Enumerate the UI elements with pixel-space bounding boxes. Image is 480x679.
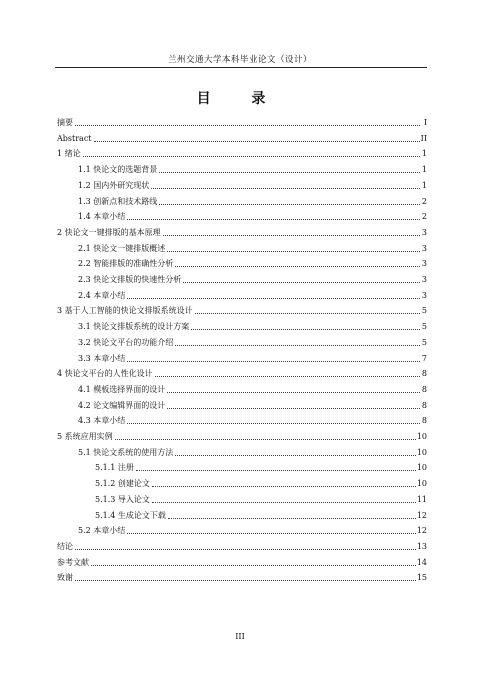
dot-leader: [155, 376, 420, 377]
toc-entry[interactable]: [57, 429, 427, 442]
toc-entry[interactable]: [57, 115, 427, 128]
dot-leader: [159, 204, 420, 205]
dot-leader: [152, 502, 416, 503]
dot-leader: [195, 313, 420, 314]
toc-entry-page: 3: [421, 259, 427, 269]
toc-entry[interactable]: [57, 209, 427, 222]
toc-entry[interactable]: [57, 178, 427, 191]
toc-entry-page: I: [423, 118, 427, 127]
toc-entry-page: II: [420, 133, 427, 143]
toc-entry-page: 3: [421, 275, 427, 284]
toc-entry-page: 1: [421, 165, 427, 175]
toc-entry-page: 3: [421, 290, 427, 300]
dot-leader: [136, 470, 416, 471]
toc-entry-page: 3: [421, 243, 427, 253]
toc-entry-label: 1.1 快论文的选题背景: [78, 165, 158, 175]
dot-leader: [115, 439, 416, 440]
toc-entry[interactable]: [57, 508, 427, 521]
toc-entry[interactable]: [57, 241, 427, 254]
toc-entry-label: 结论: [57, 541, 73, 551]
toc-entry-page: 8: [421, 384, 427, 394]
toc-entry-page: 2: [421, 196, 427, 206]
dot-leader: [94, 141, 420, 142]
toc-entry-label: 摘要: [57, 118, 73, 127]
dot-leader: [151, 188, 420, 189]
page-header: 兰州交通大学本科毕业论文（设计）: [167, 55, 312, 65]
dot-leader: [163, 235, 420, 236]
dot-leader: [127, 423, 420, 424]
dot-leader: [168, 518, 416, 519]
toc-entry[interactable]: [57, 335, 427, 348]
toc-entry[interactable]: [57, 398, 427, 411]
toc-entry-page: 10: [416, 432, 427, 441]
toc-entry-page: 8: [421, 369, 427, 379]
toc-entry-label: 致谢: [57, 573, 73, 583]
toc-entry[interactable]: [57, 225, 427, 238]
toc-entry-page: 1: [421, 180, 427, 190]
toc-entry-label: 5 系统应用实例: [57, 432, 113, 441]
page-title: 目 录: [196, 91, 284, 107]
toc-entry[interactable]: [57, 146, 427, 159]
toc-entry[interactable]: [57, 413, 427, 426]
toc-entry-page: 2: [421, 212, 427, 222]
toc-entry-page: 3: [421, 227, 427, 237]
toc-entry-page: 13: [416, 541, 427, 551]
dot-leader: [175, 455, 416, 456]
dot-leader: [175, 345, 420, 346]
toc-entry-label: 4.1 模板选择界面的设计: [78, 384, 166, 394]
toc-entry-label: 1.4 本章小结: [78, 212, 126, 222]
dot-leader: [175, 266, 420, 267]
toc-entry-page: 7: [421, 353, 427, 363]
toc-entry-label: 1.3 创新点和技术路线: [78, 196, 158, 206]
toc-entry-label: 3.1 快论文排版系统的设计方案: [78, 322, 190, 332]
toc-entry-label: 5.1 快论文系统的使用方法: [78, 447, 174, 457]
dot-leader: [127, 219, 420, 220]
dot-leader: [167, 392, 420, 393]
dot-leader: [152, 486, 416, 487]
toc-entry-label: 5.1.2 创建论文: [95, 479, 150, 489]
dot-leader: [167, 251, 420, 252]
toc-entry-label: 3.3 本章小结: [78, 353, 126, 363]
toc-entry-label: 2 快论文一键排版的基本原理: [57, 227, 161, 237]
toc-entry[interactable]: [57, 382, 427, 395]
dot-leader: [75, 125, 420, 126]
toc-entry-label: 2.1 快论文一键排版概述: [78, 243, 166, 253]
toc-entry-page: 8: [421, 400, 427, 410]
toc-entry[interactable]: [57, 523, 427, 536]
toc-entry-label: 5.1.1 注册: [95, 463, 134, 473]
toc-entry-label: 2.4 本章小结: [78, 290, 126, 300]
dot-leader: [75, 549, 416, 550]
toc-entry-label: 4 快论文平台的人性化设计: [57, 369, 153, 379]
toc-entry-label: 1 绪论: [57, 149, 81, 159]
dot-leader: [127, 298, 420, 299]
dot-leader: [75, 580, 416, 581]
toc-entry-label: Abstract: [57, 133, 92, 143]
toc-entry[interactable]: [57, 319, 427, 332]
toc-entry[interactable]: [57, 366, 427, 379]
toc-entry-label: 3.2 快论文平台的功能介绍: [78, 337, 174, 347]
toc-entry[interactable]: [57, 460, 427, 473]
dot-leader: [167, 408, 420, 409]
toc-entry-page: 15: [416, 573, 427, 583]
toc-entry-page: 5: [421, 306, 427, 316]
toc-entry[interactable]: [57, 131, 427, 144]
toc-entry[interactable]: [57, 256, 427, 269]
toc-entry-label: 5.2 本章小结: [78, 526, 126, 536]
toc-entry[interactable]: [57, 351, 427, 364]
toc-entry-page: 5: [421, 337, 427, 347]
toc-entry-page: 1: [421, 149, 427, 159]
toc-entry-page: 14: [416, 557, 427, 567]
toc-entry[interactable]: [57, 272, 427, 285]
toc-entry[interactable]: [57, 288, 427, 301]
toc-entry-label: 3 基于人工智能的快论文排版系统设计: [57, 306, 193, 316]
toc-entry[interactable]: [57, 162, 427, 175]
toc-entry-page: 10: [416, 479, 427, 489]
toc-entry-label: 5.1.4 生成论文下载: [95, 510, 166, 520]
dot-leader: [183, 282, 420, 283]
toc-entry[interactable]: [57, 555, 427, 568]
dot-leader: [191, 329, 420, 330]
toc-entry-label: 参考文献: [57, 557, 89, 567]
toc-entry[interactable]: [57, 492, 427, 505]
toc-entry-label: 4.3 本章小结: [78, 416, 126, 426]
toc-entry-page: 11: [416, 494, 427, 504]
toc-entry-page: 8: [421, 416, 427, 426]
dot-leader: [83, 156, 420, 157]
toc-entry-page: 12: [416, 526, 427, 536]
toc-entry-label: 5.1.3 导入论文: [95, 494, 150, 504]
toc-entry[interactable]: [57, 303, 427, 316]
dot-leader: [127, 361, 420, 362]
toc-entry[interactable]: [57, 570, 427, 583]
toc-entry[interactable]: [57, 194, 427, 207]
toc-entry[interactable]: [57, 476, 427, 489]
toc-entry-label: 1.2 国内外研究现状: [78, 180, 150, 190]
toc-entry-page: 10: [416, 447, 427, 457]
header-rule: [55, 67, 427, 68]
toc-entry-page: 5: [421, 322, 427, 332]
toc-entry-page: 10: [416, 463, 427, 473]
toc-entry-page: 12: [416, 510, 427, 520]
toc-entry[interactable]: [57, 539, 427, 552]
toc-entry-label: 4.2 论文编辑界面的设计: [78, 400, 166, 410]
dot-leader: [127, 533, 416, 534]
toc-entry[interactable]: [57, 445, 427, 458]
dot-leader: [159, 172, 420, 173]
toc-entry-label: 2.3 快论文排版的快速性分析: [78, 275, 182, 284]
page-number: III: [235, 632, 245, 641]
dot-leader: [91, 565, 416, 566]
toc-entry-label: 2.2 智能排版的准确性分析: [78, 259, 174, 269]
